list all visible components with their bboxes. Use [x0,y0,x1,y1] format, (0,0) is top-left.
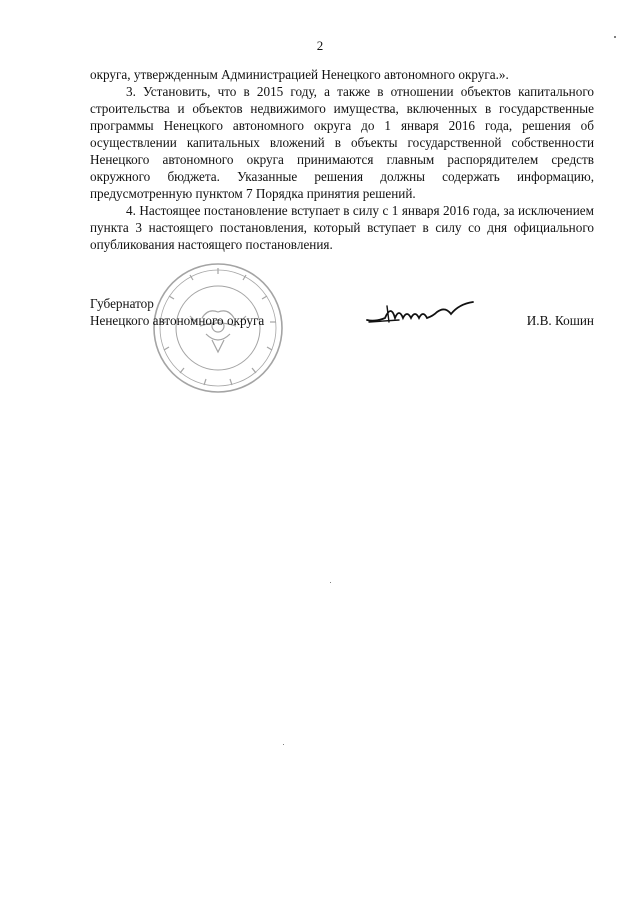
paragraph-item-4: 4. Настоящее постановление вступает в силу с 1 января 2016 года, за исключением пункта 3 настоящего постановления, который вступает в силу со дня официального опубликования настоящего постановления. [90,203,594,252]
signatory-title [90,295,264,329]
signatory-title-line-1: Губернатор [90,296,154,311]
paragraph-item-3: 3. Установить, что в 2015 году, а также в отношении объектов капитального строительства и объектов недвижимого имущества, включенных в государственные программы Ненецкого автономного округа до 1 января 2016 года, решения об осуществлении капитальных вложений в объекты государственной собственности Ненецкого автономного округа принимаются главным распорядителем средств окружного бюджета. Указанные решения должны содержать информацию, предусмотренную пунктом 7 Порядка принятия решений. [90,84,594,201]
signatory-name: И.В. Кошин [526,313,594,328]
scan-speck [330,582,331,583]
signatory-title-line-2: Ненецкого автономного округа [90,313,265,328]
page-number: 2 [316,38,324,53]
paragraph-continuation: округа, утвержденным Администрацией Ненецкого автономного округа.». [90,67,509,82]
signature-block [90,295,594,328]
document-body [90,66,594,253]
scan-speck [283,744,284,745]
scan-speck [614,36,616,38]
